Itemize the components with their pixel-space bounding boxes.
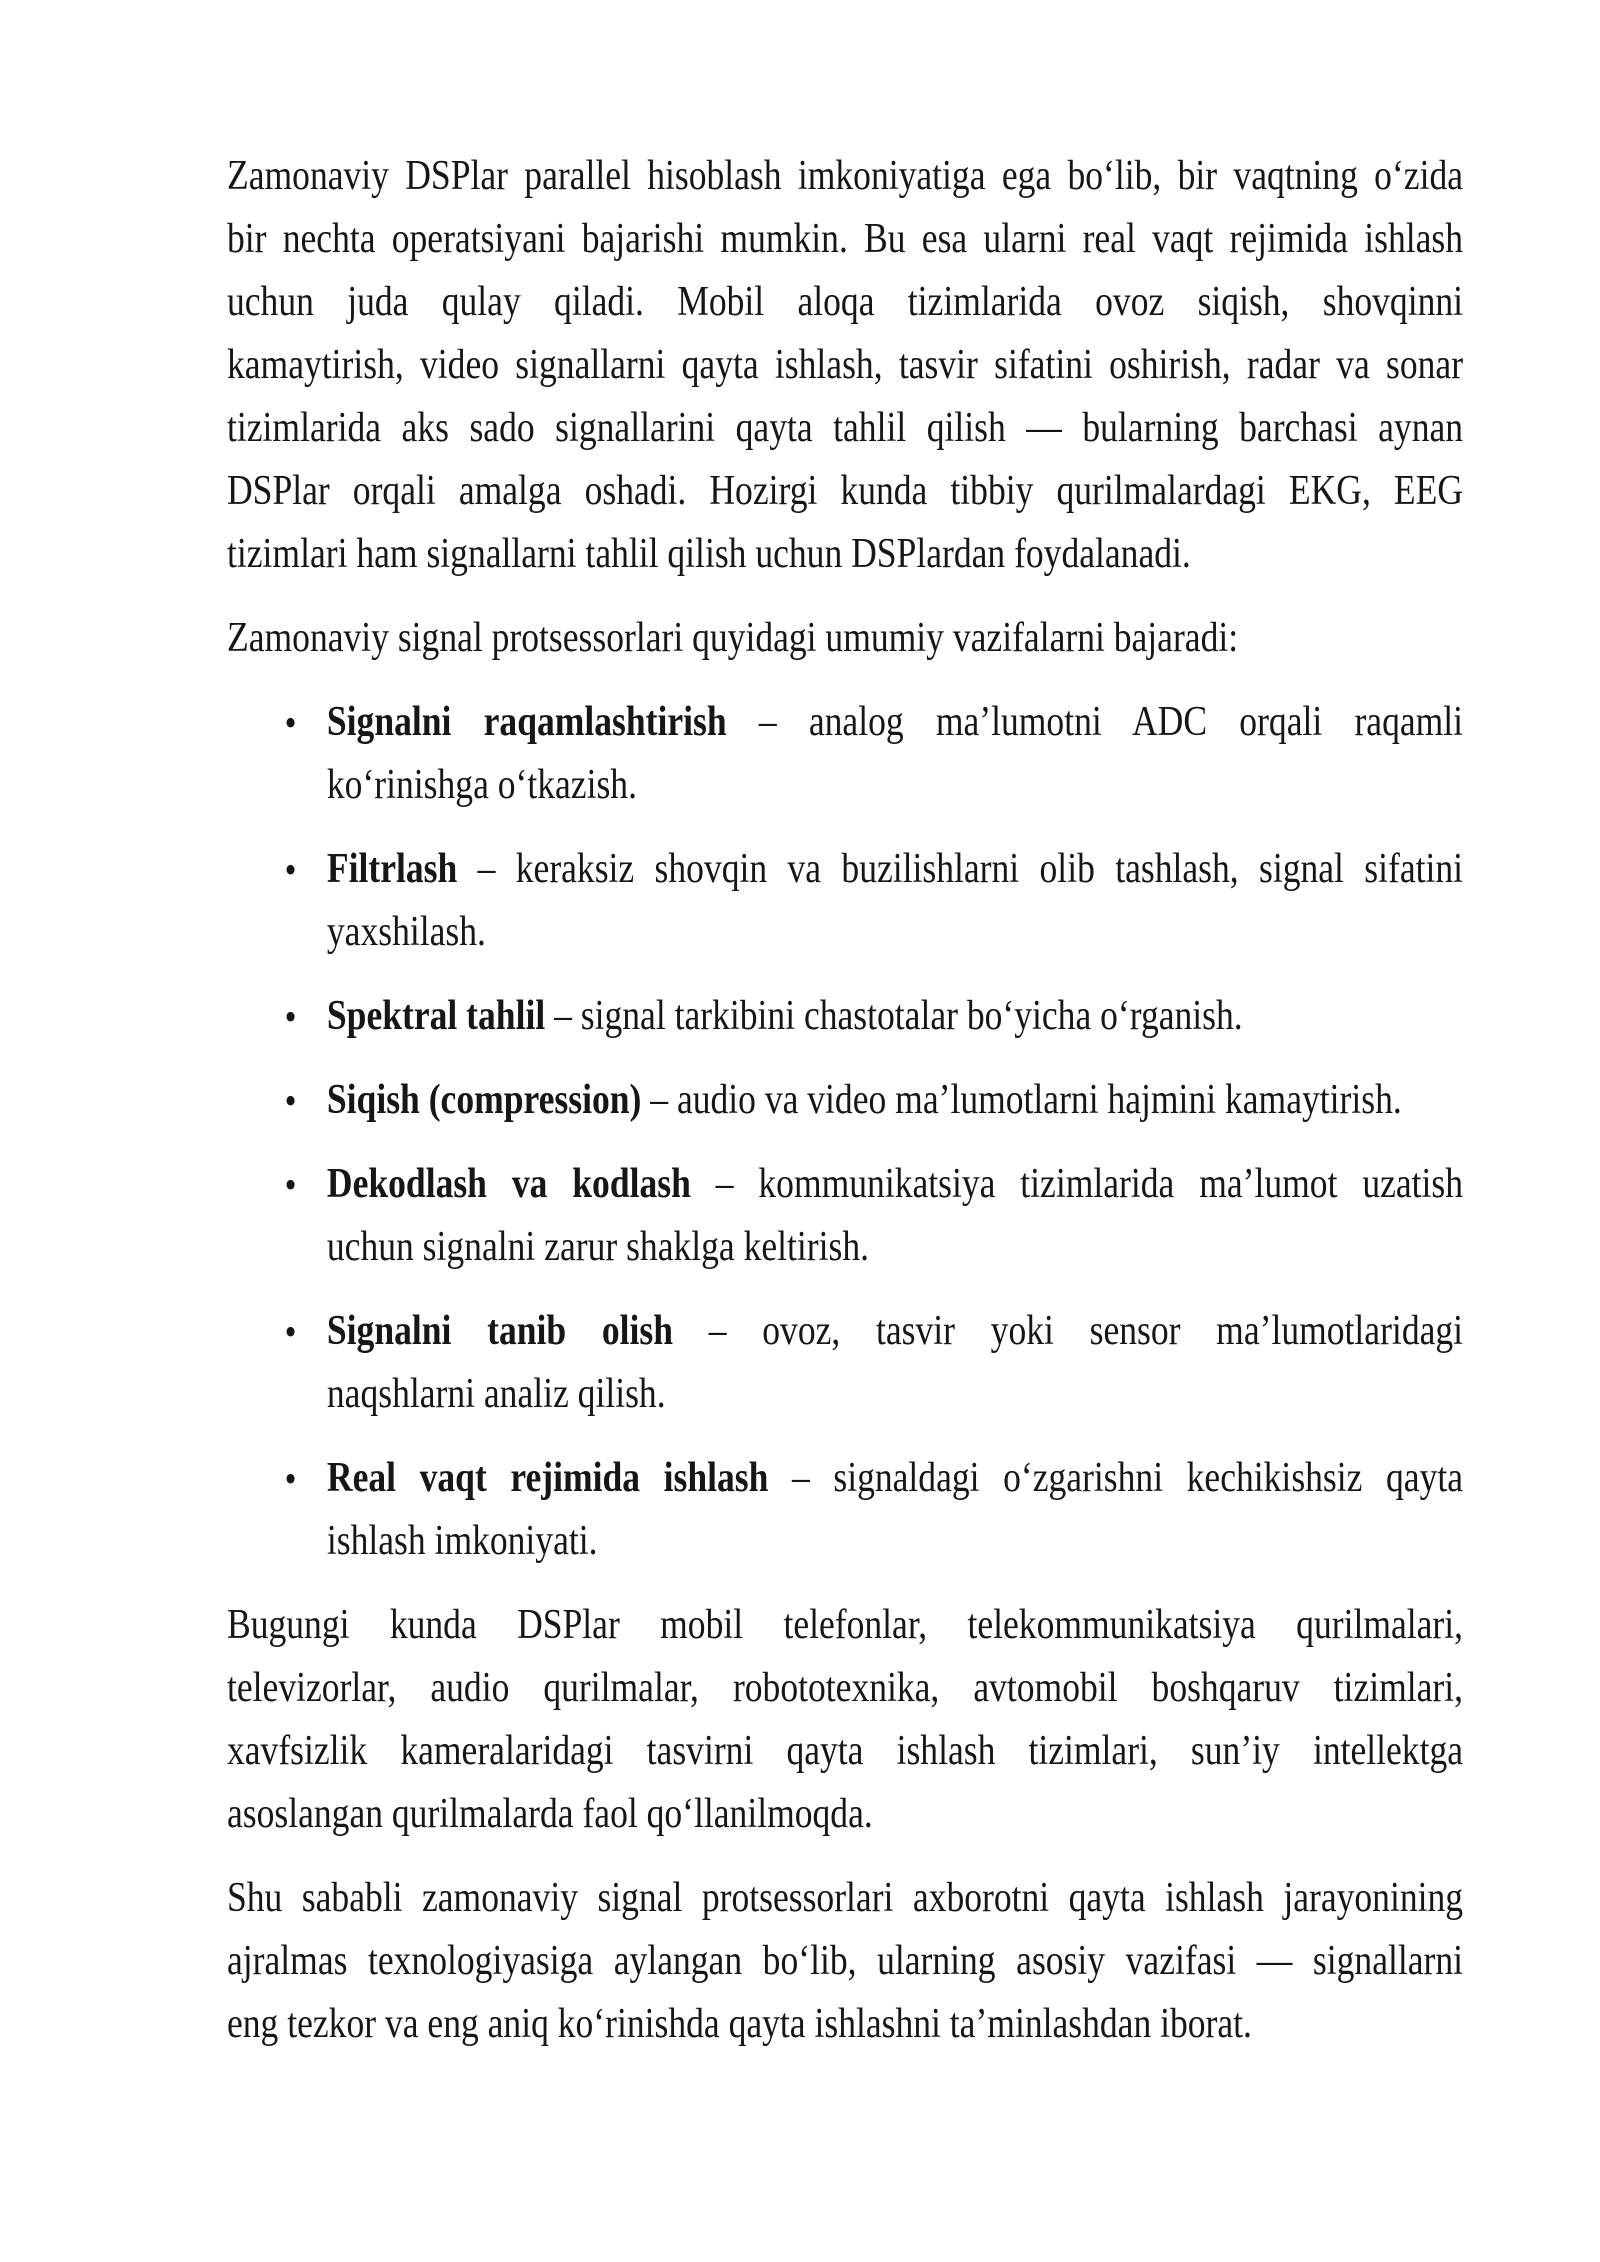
bullet-icon: • (284, 994, 297, 1039)
list-item (227, 1300, 1463, 1426)
bullet-term: Spektral tahlil (326, 993, 546, 1039)
text-line: ajralmas texnologiyasiga aylangan bo‘lib, ularning asosiy vazifasi — signallarni (227, 1938, 1464, 1984)
text-line: xavfsizlik kameralaridagi tasvirni qayta ishlash tizimlari, sun’iy intellektga (227, 1728, 1464, 1774)
bullet-line: uchun signalni zarur shaklga keltirish. (326, 1224, 870, 1270)
text-line: uchun juda qulay qiladi. Mobil aloqa tizimlarida ovoz siqish, shovqinni (227, 279, 1464, 325)
bullet-line: naqshlarni analiz qilish. (326, 1371, 666, 1417)
bullet-icon: • (284, 1309, 297, 1354)
bullet-line (327, 1069, 1463, 1132)
text-line: Shu sababli zamonaviy signal protsessorlari axborotni qayta ishlash jarayonining (227, 1875, 1464, 1921)
bullet-text: – signaldagi o‘zgarishni kechikishsiz qayta (768, 1455, 1464, 1501)
text-line: Zamonaviy DSPlar parallel hisoblash imkoniyatiga ega bo‘lib, bir vaqtning o‘zida (227, 153, 1464, 199)
list-item (227, 691, 1463, 817)
bullet-icon: • (284, 847, 297, 892)
bullet-line: ko‘rinishga o‘tkazish. (326, 762, 637, 808)
text-line: televizorlar, audio qurilmalar, robototexnika, avtomobil boshqaruv tizimlari, (227, 1665, 1464, 1711)
bullet-text: – ovoz, tasvir yoki sensor ma’lumotlaridagi (673, 1308, 1464, 1354)
bullet-text: – kommunikatsiya tizimlarida ma’lumot uzatish (690, 1161, 1464, 1207)
bullet-line: yaxshilash. (326, 909, 486, 955)
bullet-line (327, 985, 1463, 1048)
bullet-line (327, 838, 1463, 901)
bullet-icon: • (284, 1162, 297, 1207)
bullet-line (327, 1447, 1463, 1510)
bullet-term: Signalni raqamlashtirish (326, 699, 727, 745)
bullet-term: Dekodlash va kodlash (326, 1161, 691, 1207)
bullet-text: – keraksiz shovqin va buzilishlarni olib tashlash, signal sifatini (457, 846, 1464, 892)
bullet-text: – analog ma’lumotni ADC orqali raqamli (726, 699, 1464, 745)
bullet-term: Real vaqt rejimida ishlash (326, 1455, 769, 1501)
text-line: Zamonaviy signal protsessorlari quyidagi umumiy vazifalarni bajaradi: (227, 615, 1239, 661)
text-line: eng tezkor va eng aniq ko‘rinishda qayta ishlashni ta’minlashdan iborat. (227, 2001, 1252, 2047)
paragraph-conclusion (227, 1867, 1463, 2056)
bullet-line (327, 1153, 1463, 1216)
bullet-icon: • (284, 1456, 297, 1501)
paragraph-list-intro (227, 607, 1463, 670)
bullet-text: – signal tarkibini chastotalar bo‘yicha o‘rganish. (545, 993, 1243, 1039)
text-line: DSPlar orqali amalga oshadi. Hozirgi kunda tibbiy qurilmalardagi EKG, EEG (227, 468, 1464, 514)
bullet-icon: • (284, 700, 297, 745)
text-line: tizimlarida aks sado signallarini qayta tahlil qilish — bularning barchasi aynan (227, 405, 1464, 451)
list-item (227, 1069, 1463, 1132)
bullet-text: – audio va video ma’lumotlarni hajmini kamaytirish. (641, 1077, 1402, 1123)
list-item (227, 985, 1463, 1048)
bullet-term: Filtrlash (326, 846, 458, 892)
bullet-line (327, 691, 1463, 754)
list-item (227, 1153, 1463, 1279)
text-line: asoslangan qurilmalarda faol qo‘llanilmoqda. (227, 1791, 873, 1837)
paragraph-intro (227, 145, 1463, 586)
text-line: kamaytirish, video signallarni qayta ishlash, tasvir sifatini oshirish, radar va sonar (227, 342, 1464, 388)
text-line: Bugungi kunda DSPlar mobil telefonlar, telekommunikatsiya qurilmalari, (227, 1602, 1464, 1648)
bullet-line (327, 1300, 1463, 1363)
text-line: bir nechta operatsiyani bajarishi mumkin. Bu esa ularni real vaqt rejimida ishlash (227, 216, 1464, 262)
bullet-icon: • (284, 1078, 297, 1123)
bullet-term: Signalni tanib olish (326, 1308, 674, 1354)
list-item (227, 1447, 1463, 1573)
text-line: tizimlari ham signallarni tahlil qilish uchun DSPlardan foydalanadi. (227, 531, 1191, 577)
bullet-term: Siqish (compression) (326, 1077, 642, 1123)
bullet-line: ishlash imkoniyati. (326, 1518, 598, 1564)
paragraph-applications (227, 1594, 1463, 1846)
document-text-block (227, 145, 1463, 2077)
list-item (227, 838, 1463, 964)
